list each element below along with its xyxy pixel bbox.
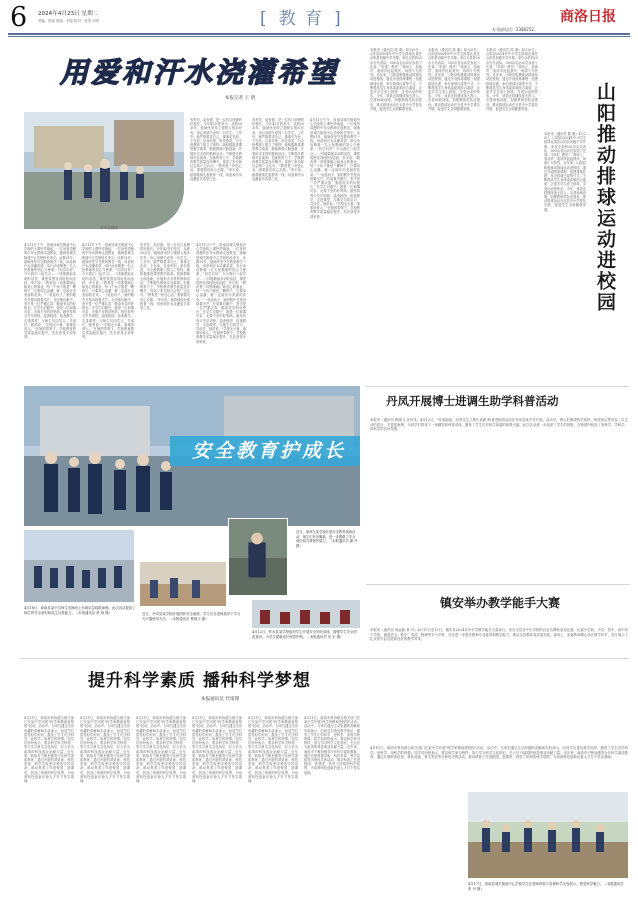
- masthead-rule-thin: [8, 36, 630, 37]
- science-body-4: 4月11日，商洛市科协联合相关部门在某中学开展"科学家精神进校园"活动。活动中，专家们通过生动有趣的讲解和实验演示，向同学们普及科学知识，激发了学生们学科学、爱科学、用科学的热情。同学们纷纷表示，要以科学家为榜样，努力学习科学文化知识，长大后为祖国的科技事业贡献力量。近年来，商洛市不断加强青少年科学素质教育，通过开展科普讲座、科技竞赛、科学实验等多种形式的活动，推动科普工作进校园、进课堂，营造了浓厚的科学氛围，为培养科技创新后备人才打下坚实基础。: [192, 716, 242, 784]
- shanyang-body-4: 本报讯（通讯员 陈 康）4月20日，山阳县2024年中小学生排球比赛在山阳县初级中学开幕。来自全县的20余支代表队、300余名运动员参加了比赛。"好球！漂亮！"赛场上，加油声、欢呼声此起彼伏，场面十分热烈。近年来，山阳县积极推动排球运动进校园，通过开设排球课程、组建排球社团、举办排球比赛等方式，不断提高学生身体素质和综合素质，让更多学生爱上排球、享受运动的快乐。今年，该县还将继续加大投入，完善场地设施，加强教练员队伍建设，推动排球运动在全县中小学普及开展，促进学生全面健康发展。: [544, 132, 586, 212]
- main-body-col2: 4月11日下午，洛南县城关街道中心学校的上课铃声响起，一位身材清瘦的中年女教师走进教室，她就是城关街道中心学校校长李平。从教31年，她始终坚守在教育教学一线，用爱和汗水浇灌希望，用行动诠释着一名人民教师的初心与使命。"同学们好！今天我们一起学习……"伴随着她亲切的话语，课堂氛围变得轻松而活跃。李平说："教育是一项需要耐心和爱心的事业，每一个孩子都是一颗种子，只要用心浇灌，就一定能开出美丽的花朵。"一说起孩子，她的眼中总是闪烁着光芒。在同事们眼中，李平是一位严谨认真、勤奋务实的好校长；在学生们眼中，她是一位和蔼可亲、无微不至的好妈妈。她坚持每天早早到校，巡查校园、检查教学、走进课堂，与师生们同学习、共成长。她常说："学校无小事，事事皆育人。"在她的带领下，学校教育教学质量稳步提升，先后获得多项荣誉。: [82, 243, 134, 340]
- section-bracket-close: ]: [334, 9, 343, 29]
- safety-inset-photo: [228, 518, 288, 596]
- safety-photo-a: [24, 530, 134, 602]
- main-body-col6: 4月11日下午，洛南县城关街道中心学校的上课铃声响起，一位身材清瘦的中年女教师走进教室，她就是城关街道中心学校校长李平。从教31年，她始终坚守在教育教学一线，用爱和汗水浇灌希望，用行动诠释着一名人民教师的初心与使命。"同学们好！今天我们一起学习……"伴随着她亲切的话语，课堂氛围变得轻松而活跃。李平说："教育是一项需要耐心和爱心的事业，每一个孩子都是一颗种子，只要用心浇灌，就一定能开出美丽的花朵。"一说起孩子，她的眼中总是闪烁着光芒。在同事们眼中，李平是一位严谨认真、勤奋务实的好校长；在学生们眼中，她是一位和蔼可亲、无微不至的好妈妈。她坚持每天早早到校，巡查校园、检查教学、走进课堂，与师生们同学习、共成长。她常说："学校无小事，事事皆育人。"在她的带领下，学校教育教学质量稳步提升，先后获得多项荣誉。: [310, 118, 360, 219]
- section-label: 教 育: [278, 9, 325, 29]
- main-body-right: 有责任，品有德，是一位有口皆碑的好校长。今年42岁的李平，从教20余年，她始终坚持立德树人根本任务，用心用情关爱每一名学生。工作中，她严格要求自己，事事走在前、干在前，以身作则，率先垂范，为全校教职工树立了榜样。她积极推进课堂教学改革，鼓励教师大胆创新，开展形式多样的教研活动，不断提升教师专业素养。在她的努力下，学校教育教学质量连年攀升，得到了家长和社会的广泛认可。"教育是一份良心活，需要我们用心去做。"李平说，她将继续扎根教育一线，用爱和汗水浇灌更多希望之花。: [190, 118, 242, 181]
- page-editors: 责编：郭伟 组版：刘星 校对：张莹 小明: [38, 19, 99, 23]
- main-body-col4: 4月11日下午，洛南县城关街道中心学校的上课铃声响起，一位身材清瘦的中年女教师走进教室，她就是城关街道中心学校校长李平。从教31年，她始终坚守在教育教学一线，用爱和汗水浇灌希望，用行动诠释着一名人民教师的初心与使命。"同学们好！今天我们一起学习……"伴随着她亲切的话语，课堂氛围变得轻松而活跃。李平说："教育是一项需要耐心和爱心的事业，每一个孩子都是一颗种子，只要用心浇灌，就一定能开出美丽的花朵。"一说起孩子，她的眼中总是闪烁着光芒。在同事们眼中，李平是一位严谨认真、勤奋务实的好校长；在学生们眼中，她是一位和蔼可亲、无微不至的好妈妈。她坚持每天早早到校，巡查校园、检查教学、走进课堂，与师生们同学习、共成长。她常说："学校无小事，事事皆育人。"在她的带领下，学校教育教学质量稳步提升，先后获得多项荣誉。: [196, 243, 246, 344]
- safety-caption-c: 4月12日，柞水县某学校组织学生开展安全知识讲座，增强学生安全防范意识，为学生健康成长保驾护航。（本报通讯员 吴 宏 摄）: [252, 630, 357, 639]
- safety-caption-a: 4月18日，商南县某小学师生在操场上开展应急疏散演练。此次活动提高了师生的安全意识和逃生自救能力。（本报通讯员 舒 雨 摄）: [24, 606, 136, 615]
- safety-banner-title: 安全教育护成长: [192, 440, 347, 462]
- zhenan-headline: 镇安举办教学能手大赛: [440, 596, 561, 610]
- science-body-3: 4月11日，商洛市科协联合相关部门在某中学开展"科学家精神进校园"活动。活动中，专家们通过生动有趣的讲解和实验演示，向同学们普及科学知识，激发了学生们学科学、爱科学、用科学的热情。同学们纷纷表示，要以科学家为榜样，努力学习科学文化知识，长大后为祖国的科技事业贡献力量。近年来，商洛市不断加强青少年科学素质教育，通过开展科普讲座、科技竞赛、科学实验等多种形式的活动，推动科普工作进校园、进课堂，营造了浓厚的科学氛围，为培养科技创新后备人才打下坚实基础。: [136, 716, 186, 784]
- masthead-rule: [8, 33, 630, 35]
- paper-logo: 商洛日报: [560, 9, 616, 25]
- section-bracket-open: [: [260, 9, 269, 29]
- science-body-7: 4月11日，商洛市科协联合相关部门在某中学开展"科学家精神进校园"活动。活动中，专家们通过生动有趣的讲解和实验演示，向同学们普及科学知识，激发了学生们学科学、爱科学、用科学的热情。同学们纷纷表示，要以科学家为榜样，努力学习科学文化知识，长大后为祖国的科技事业贡献力量。近年来，商洛市不断加强青少年科学素质教育，通过开展科普讲座、科技竞赛、科学实验等多种形式的活动，推动科普工作进校园、进课堂，营造了浓厚的科学氛围，为培养科技创新后备人才打下坚实基础。: [370, 746, 628, 760]
- main-headline: 用爱和汗水浇灌希望: [60, 56, 340, 89]
- shanyang-body-2: 本报讯（通讯员 陈 康）4月20日，山阳县2024年中小学生排球比赛在山阳县初级中学开幕。来自全县的20余支代表队、300余名运动员参加了比赛。"好球！漂亮！"赛场上，加油声、欢呼声此起彼伏，场面十分热烈。近年来，山阳县积极推动排球运动进校园，通过开设排球课程、组建排球社团、举办排球比赛等方式，不断提高学生身体素质和综合素质，让更多学生爱上排球、享受运动的快乐。今年，该县还将继续加大投入，完善场地设施，加强教练员队伍建设，推动排球运动在全县中小学普及开展，促进学生全面健康发展。: [428, 48, 480, 111]
- page-number: 6: [10, 2, 28, 33]
- divider-danfeng: [366, 584, 630, 585]
- divider-shanyang: [366, 386, 630, 387]
- shanyang-body-1: 本报讯（通讯员 陈 康）4月20日，山阳县2024年中小学生排球比赛在山阳县初级中学开幕。来自全县的20余支代表队、300余名运动员参加了比赛。"好球！漂亮！"赛场上，加油声、欢呼声此起彼伏，场面十分热烈。近年来，山阳县积极推动排球运动进校园，通过开设排球课程、组建排球社团、举办排球比赛等方式，不断提高学生身体素质和综合素质，让更多学生爱上排球、享受运动的快乐。今年，该县还将继续加大投入，完善场地设施，加强教练员队伍建设，推动排球运动在全县中小学普及开展，促进学生全面健康发展。: [370, 48, 422, 111]
- science-body-5: 4月11日，商洛市科协联合相关部门在某中学开展"科学家精神进校园"活动。活动中，专家们通过生动有趣的讲解和实验演示，向同学们普及科学知识，激发了学生们学科学、爱科学、用科学的热情。同学们纷纷表示，要以科学家为榜样，努力学习科学文化知识，长大后为祖国的科技事业贡献力量。近年来，商洛市不断加强青少年科学素质教育，通过开展科普讲座、科技竞赛、科学实验等多种形式的活动，推动科普工作进校园、进课堂，营造了浓厚的科学氛围，为培养科技创新后备人才打下坚实基础。: [248, 716, 298, 784]
- science-headline: 提升科学素质 播种科学梦想: [88, 671, 311, 691]
- zhenan-body: 本报讯（通讯员 杨远新 黄 丹）4月13日至15日，镇安县2024年中小学教学能手大赛举行。来自全县各中小学校的百余名教师参加比赛。比赛分学前、小学、初中、高中四个学段，涵盖语文、数学、英语、物理等多个学科，旨在进一步提升教师专业素养和教学能力，推动全县教育高质量发展。赛场上，参赛教师精心设计教学环节，充分展示了扎实的专业功底和良好的教学风采。: [370, 628, 628, 642]
- science-body-6: 4月11日，商洛市科协联合相关部门在某中学开展"科学家精神进校园"活动。活动中，专家们通过生动有趣的讲解和实验演示，向同学们普及科学知识，激发了学生们学科学、爱科学、用科学的热情。同学们纷纷表示，要以科学家为榜样，努力学习科学文化知识，长大后为祖国的科技事业贡献力量。近年来，商洛市不断加强青少年科学素质教育，通过开展科普讲座、科技竞赛、科学实验等多种形式的活动，推动科普工作进校园、进课堂，营造了浓厚的科学氛围，为培养科技创新后备人才打下坚实基础。: [304, 716, 360, 775]
- shanyang-body-3: 本报讯（通讯员 陈 康）4月20日，山阳县2024年中小学生排球比赛在山阳县初级中学开幕。来自全县的20余支代表队、300余名运动员参加了比赛。"好球！漂亮！"赛场上，加油声、欢呼声此起彼伏，场面十分热烈。近年来，山阳县积极推动排球运动进校园，通过开设排球课程、组建排球社团、举办排球比赛等方式，不断提高学生身体素质和综合素质，让更多学生爱上排球、享受运动的快乐。今年，该县还将继续加大投入，完善场地设施，加强教练员队伍建设，推动排球运动在全县中小学普及开展，促进学生全面健康发展。: [486, 48, 538, 111]
- main-body-col3: 有责任，品有德，是一位有口皆碑的好校长。今年42岁的李平，从教20余年，她始终坚持立德树人根本任务，用心用情关爱每一名学生。工作中，她严格要求自己，事事走在前、干在前，以身作则，率先垂范，为全校教职工树立了榜样。她积极推进课堂教学改革，鼓励教师大胆创新，开展形式多样的教研活动，不断提升教师专业素养。在她的努力下，学校教育教学质量连年攀升，得到了家长和社会的广泛认可。"教育是一份良心活，需要我们用心去做。"李平说，她将继续扎根教育一线，用爱和汗水浇灌更多希望之花。: [140, 243, 190, 311]
- issue-date: 2024年4月23日 星期二: [38, 11, 99, 17]
- main-body-left: 4月11日下午，洛南县城关街道中心学校的上课铃声响起，一位身材清瘦的中年女教师走进教室，她就是城关街道中心学校校长李平。从教31年，她始终坚守在教育教学一线，用爱和汗水浇灌希望，用行动诠释着一名人民教师的初心与使命。"同学们好！今天我们一起学习……"伴随着她亲切的话语，课堂氛围变得轻松而活跃。李平说："教育是一项需要耐心和爱心的事业，每一个孩子都是一颗种子，只要用心浇灌，就一定能开出美丽的花朵。"一说起孩子，她的眼中总是闪烁着光芒。在同事们眼中，李平是一位严谨认真、勤奋务实的好校长；在学生们眼中，她是一位和蔼可亲、无微不至的好妈妈。她坚持每天早早到校，巡查校园、检查教学、走进课堂，与师生们同学习、共成长。她常说："学校无小事，事事皆育人。"在她的带领下，学校教育教学质量稳步提升，先后获得多项荣誉。: [24, 243, 76, 340]
- science-photo: [468, 792, 628, 878]
- divider-science: [20, 658, 630, 659]
- main-byline: 本报记者 王 倩: [224, 96, 256, 101]
- safety-photo-b: [140, 562, 226, 606]
- shanyang-headline: 山阳推动排球运动进校园: [594, 82, 616, 313]
- danfeng-headline: 丹凤开展博士进调生助学科普活动: [386, 394, 559, 408]
- main-body-col5: 有责任，品有德，是一位有口皆碑的好校长。今年42岁的李平，从教20余年，她始终坚持立德树人根本任务，用心用情关爱每一名学生。工作中，她严格要求自己，事事走在前、干在前，以身作则，率先垂范，为全校教职工树立了榜样。她积极推进课堂教学改革，鼓励教师大胆创新，开展形式多样的教研活动，不断提升教师专业素养。在她的努力下，学校教育教学质量连年攀升，得到了家长和社会的广泛认可。"教育是一份良心活，需要我们用心去做。"李平说，她将继续扎根教育一线，用爱和汗水浇灌更多希望之花。: [252, 118, 304, 181]
- science-caption: 4月17日，洛南县城关街道中心学校学生在老师带领下参观科学实验展示，感受科学魅力。（本报通讯员 张 丹 摄）: [468, 882, 624, 891]
- section-title: [260, 4, 343, 29]
- hotline: 专刊部电话：2386252: [492, 27, 534, 32]
- science-byline: 本报通讯员 代靖翔: [200, 697, 240, 702]
- science-body-2: 4月11日，商洛市科协联合相关部门在某中学开展"科学家精神进校园"活动。活动中，专家们通过生动有趣的讲解和实验演示，向同学们普及科学知识，激发了学生们学科学、爱科学、用科学的热情。同学们纷纷表示，要以科学家为榜样，努力学习科学文化知识，长大后为祖国的科技事业贡献力量。近年来，商洛市不断加强青少年科学素质教育，通过开展科普讲座、科技竞赛、科学实验等多种形式的活动，推动科普工作进校园、进课堂，营造了浓厚的科学氛围，为培养科技创新后备人才打下坚实基础。: [80, 716, 130, 784]
- danfeng-body: 本报讯（通讯员 程晓飞 宋丹凤）4月12日，"传承丽瑶，经常往生之博士高新"科普进校园活动在丹凤县某中学开展。活动中，博士们围绕科学知识、科技前沿等内容，以生动的语言、丰富的案例，为同学们带来了一场精彩的科普讲座，激发了学生们对科学探索的浓厚兴趣。此次活动进一步拓宽了学生的视野，在校园内营造了爱科学、学科学、用科学的良好氛围。: [370, 418, 628, 432]
- safety-caption-b: 近日，丹凤县某学校开展消防安全演练，学生们在老师指导下学习灭火器使用方法。（本报通讯员 曹瑞丰 摄）: [142, 612, 241, 621]
- main-photo: [24, 112, 184, 229]
- main-photo-caption: 李平在校园: [100, 226, 118, 230]
- safety-photo-c: [252, 600, 360, 628]
- safety-inset-caption: 近日，商州区某学校开展安全教育演练活动，师生们有序撤离，进一步增强了安全意识和自我保护能力。（本报通讯员 谢 丹 摄）: [296, 530, 358, 548]
- science-body-1: 4月11日，商洛市科协联合相关部门在某中学开展"科学家精神进校园"活动。活动中，专家们通过生动有趣的讲解和实验演示，向同学们普及科学知识，激发了学生们学科学、爱科学、用科学的热情。同学们纷纷表示，要以科学家为榜样，努力学习科学文化知识，长大后为祖国的科技事业贡献力量。近年来，商洛市不断加强青少年科学素质教育，通过开展科普讲座、科技竞赛、科学实验等多种形式的活动，推动科普工作进校园、进课堂，营造了浓厚的科学氛围，为培养科技创新后备人才打下坚实基础。: [24, 716, 74, 784]
